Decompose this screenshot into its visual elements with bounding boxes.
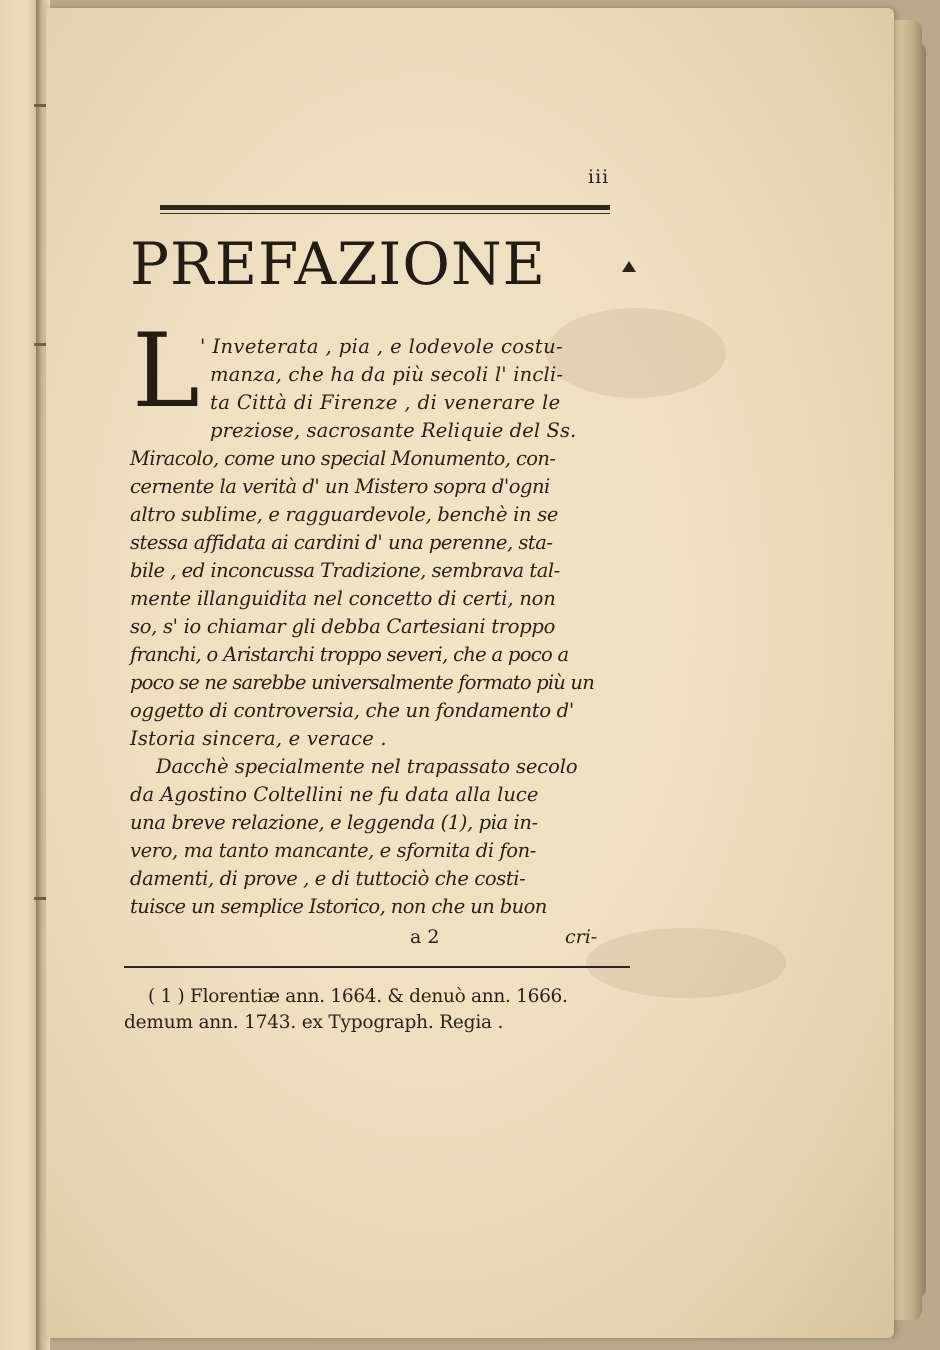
footnote-rule bbox=[124, 966, 630, 968]
body-line: cernente la verità d' un Mistero sopra d'ogni bbox=[130, 475, 550, 498]
body-line: franchi, o Aristarchi troppo severi, che a poco a bbox=[130, 643, 569, 666]
body-line: bile , ed inconcussa Tradizione, sembrava tal- bbox=[130, 559, 560, 582]
body-line: poco se ne sarebbe universalmente formato più un bbox=[130, 671, 594, 694]
body-line: vero, ma tanto mancante, e sfornita di fon- bbox=[130, 839, 536, 862]
footnote-line: demum ann. 1743. ex Typograph. Regia . bbox=[124, 1012, 504, 1033]
page-number: iii bbox=[588, 166, 610, 188]
header-rule-thin bbox=[160, 213, 610, 214]
body-line: preziose, sacrosante Reliquie del Ss. bbox=[210, 419, 577, 442]
footnote-line: ( 1 ) Florentiæ ann. 1664. & denuò ann. 1666. bbox=[148, 986, 568, 1007]
catchword: cri- bbox=[565, 926, 598, 948]
paper-stain bbox=[586, 928, 786, 998]
header-rule bbox=[160, 205, 610, 210]
drop-cap: L bbox=[132, 312, 200, 431]
paper-stain bbox=[546, 308, 726, 398]
body-line: mente illanguidita nel concetto di certi, non bbox=[130, 587, 556, 610]
body-line: Dacchè specialmente nel trapassato secolo bbox=[156, 755, 578, 778]
body-line: ta Città di Firenze , di venerare le bbox=[210, 391, 561, 414]
body-line: da Agostino Coltellini ne fu data alla luce bbox=[130, 783, 539, 806]
page-title: PREFAZIONE bbox=[130, 230, 546, 298]
body-line: Miracolo, come uno special Monumento, con- bbox=[130, 447, 556, 470]
body-line: altro sublime, e ragguardevole, benchè in se bbox=[130, 503, 559, 526]
body-line: manza, che ha da più secoli l' incli- bbox=[210, 363, 564, 386]
title-ornament-icon bbox=[622, 261, 636, 272]
body-line: una breve relazione, e leggenda (1), pia in- bbox=[130, 811, 538, 834]
signature-mark: a 2 bbox=[410, 926, 440, 948]
body-line: ' Inveterata , pia , e lodevole costu- bbox=[200, 335, 564, 358]
body-line: stessa affidata ai cardini d' una perenne, sta- bbox=[130, 531, 553, 554]
body-line: oggetto di controversia, che un fondamento d' bbox=[130, 699, 574, 722]
body-line: tuisce un semplice Istorico, non che un buon bbox=[130, 895, 547, 918]
body-line: damenti, di prove , e di tuttociò che costi- bbox=[130, 867, 526, 890]
body-line: Istoria sincera, e verace . bbox=[130, 727, 387, 750]
body-line: so, s' io chiamar gli debba Cartesiani troppo bbox=[130, 615, 556, 638]
